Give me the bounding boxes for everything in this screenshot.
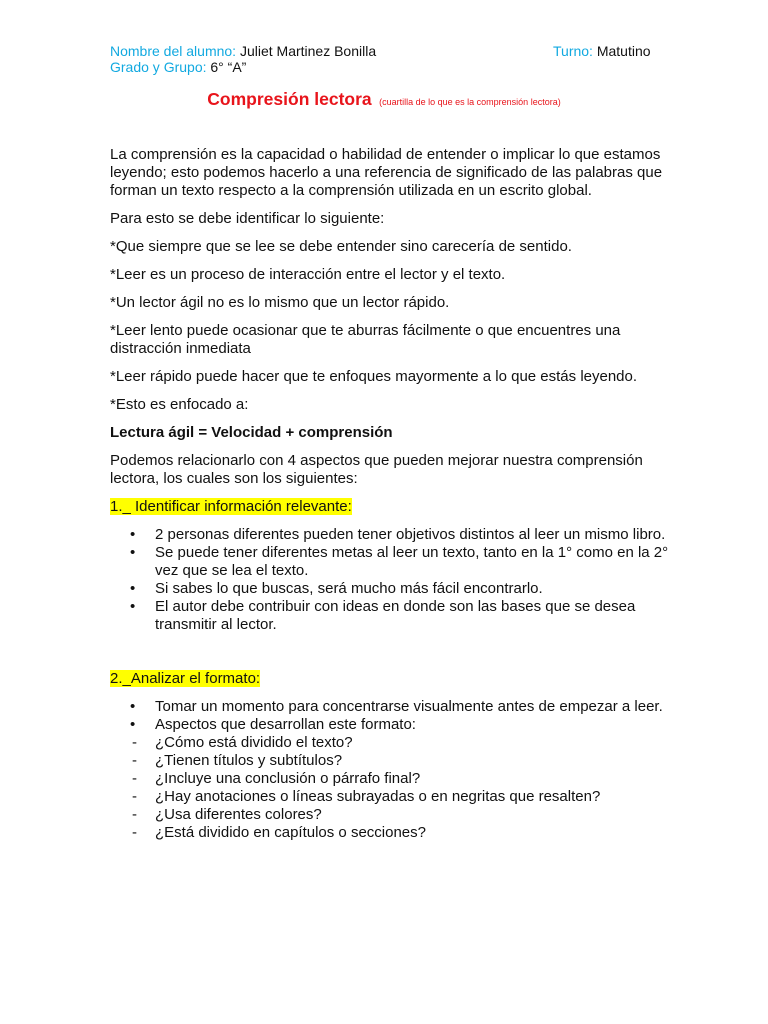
dash-item-text: ¿Incluye una conclusión o párrafo final?	[155, 770, 421, 787]
paragraph: *Leer lento puede ocasionar que te aburras fácilmente o que encuentres una distracción inmediata	[110, 322, 621, 357]
bullet-icon: •	[130, 598, 136, 615]
turn-line	[553, 42, 651, 60]
section2-heading: 2._Analizar el formato:	[110, 670, 261, 687]
paragraph: Para esto se debe identificar lo siguiente:	[110, 210, 385, 227]
bullet-icon: •	[130, 544, 136, 561]
section1-heading: 1._ Identificar información relevante:	[110, 498, 352, 515]
dash-icon: -	[132, 824, 137, 841]
intro-paragraph: Podemos relacionarlo con 4 aspectos que pueden mejorar nuestra comprensión lectora, los cuales son los siguientes:	[110, 452, 643, 487]
list-item-text: Se puede tener diferentes metas al leer un texto, tanto en la 1° como en la 2° vez que se lea el texto.	[155, 544, 669, 579]
list-item	[110, 526, 670, 544]
dash-item-text: ¿Está dividido en capítulos o secciones?	[155, 824, 426, 841]
dash-item-text: ¿Usa diferentes colores?	[155, 806, 322, 823]
dash-item	[110, 734, 670, 752]
dash-icon: -	[132, 788, 137, 805]
section2-heading-line	[110, 670, 670, 688]
paragraph: La comprensión es la capacidad o habilidad de entender o implicar lo que estamos leyendo; esto podemos hacerlo a una referencia de significado de las palabras que forman un texto respecto a la comprensión utilizada en un escrito global.	[110, 146, 663, 199]
student-name-label: Nombre del alumno:	[110, 43, 237, 59]
turn-value: Matutino	[596, 43, 651, 59]
page-title: Compresión lectora	[207, 89, 372, 109]
dash-icon: -	[132, 806, 137, 823]
section1-heading-line	[110, 498, 670, 516]
title-row	[0, 89, 768, 110]
dash-item	[110, 806, 670, 824]
dash-item	[110, 770, 670, 788]
list-item	[110, 598, 670, 634]
dash-item-text: ¿Tienen títulos y subtítulos?	[155, 752, 343, 769]
bullet-icon: •	[130, 580, 136, 597]
group-value: 6° “A”	[210, 59, 247, 75]
group-label: Grado y Grupo:	[110, 59, 207, 75]
list-item-text: 2 personas diferentes pueden tener objetivos distintos al leer un mismo libro.	[155, 526, 666, 543]
dash-item	[110, 752, 670, 770]
section2-list	[110, 698, 670, 734]
dash-item-text: ¿Hay anotaciones o líneas subrayadas o en negritas que resalten?	[155, 788, 601, 805]
section1-list	[110, 526, 670, 634]
bullet-icon: •	[130, 698, 136, 715]
group-line	[110, 58, 246, 76]
bullet-icon: •	[130, 526, 136, 543]
list-item-text: Tomar un momento para concentrarse visualmente antes de empezar a leer.	[155, 698, 663, 715]
dash-icon: -	[132, 752, 137, 769]
list-item-text: Aspectos que desarrollan este formato:	[155, 716, 416, 733]
paragraph: *Leer es un proceso de interacción entre el lector y el texto.	[110, 266, 506, 283]
paragraph: *Un lector ágil no es lo mismo que un lector rápido.	[110, 294, 450, 311]
list-item	[110, 716, 670, 734]
paragraph: *Que siempre que se lee se debe entender sino carecería de sentido.	[110, 238, 572, 255]
list-item-text: Si sabes lo que buscas, será mucho más fácil encontrarlo.	[155, 580, 543, 597]
dash-item	[110, 788, 670, 806]
dash-icon: -	[132, 770, 137, 787]
paragraph: *Esto es enfocado a:	[110, 396, 249, 413]
formula-line: Lectura ágil = Velocidad + comprensión	[110, 424, 393, 441]
list-item	[110, 698, 670, 716]
paragraph: *Leer rápido puede hacer que te enfoques mayormente a lo que estás leyendo.	[110, 368, 638, 385]
list-item	[110, 544, 670, 580]
turn-label: Turno:	[553, 43, 593, 59]
dash-item	[110, 824, 670, 842]
list-item-text: El autor debe contribuir con ideas en donde son las bases que se desea transmitir al lector.	[155, 598, 636, 633]
section2-dash-list	[110, 734, 670, 842]
dash-icon: -	[132, 734, 137, 751]
title-note: (cuartilla de lo que es la comprensión lectora)	[379, 97, 561, 107]
list-item	[110, 580, 670, 598]
student-name-value: Juliet Martinez Bonilla	[239, 43, 377, 59]
bullet-icon: •	[130, 716, 136, 733]
document-body	[110, 146, 670, 842]
dash-item-text: ¿Cómo está dividido el texto?	[155, 734, 353, 751]
